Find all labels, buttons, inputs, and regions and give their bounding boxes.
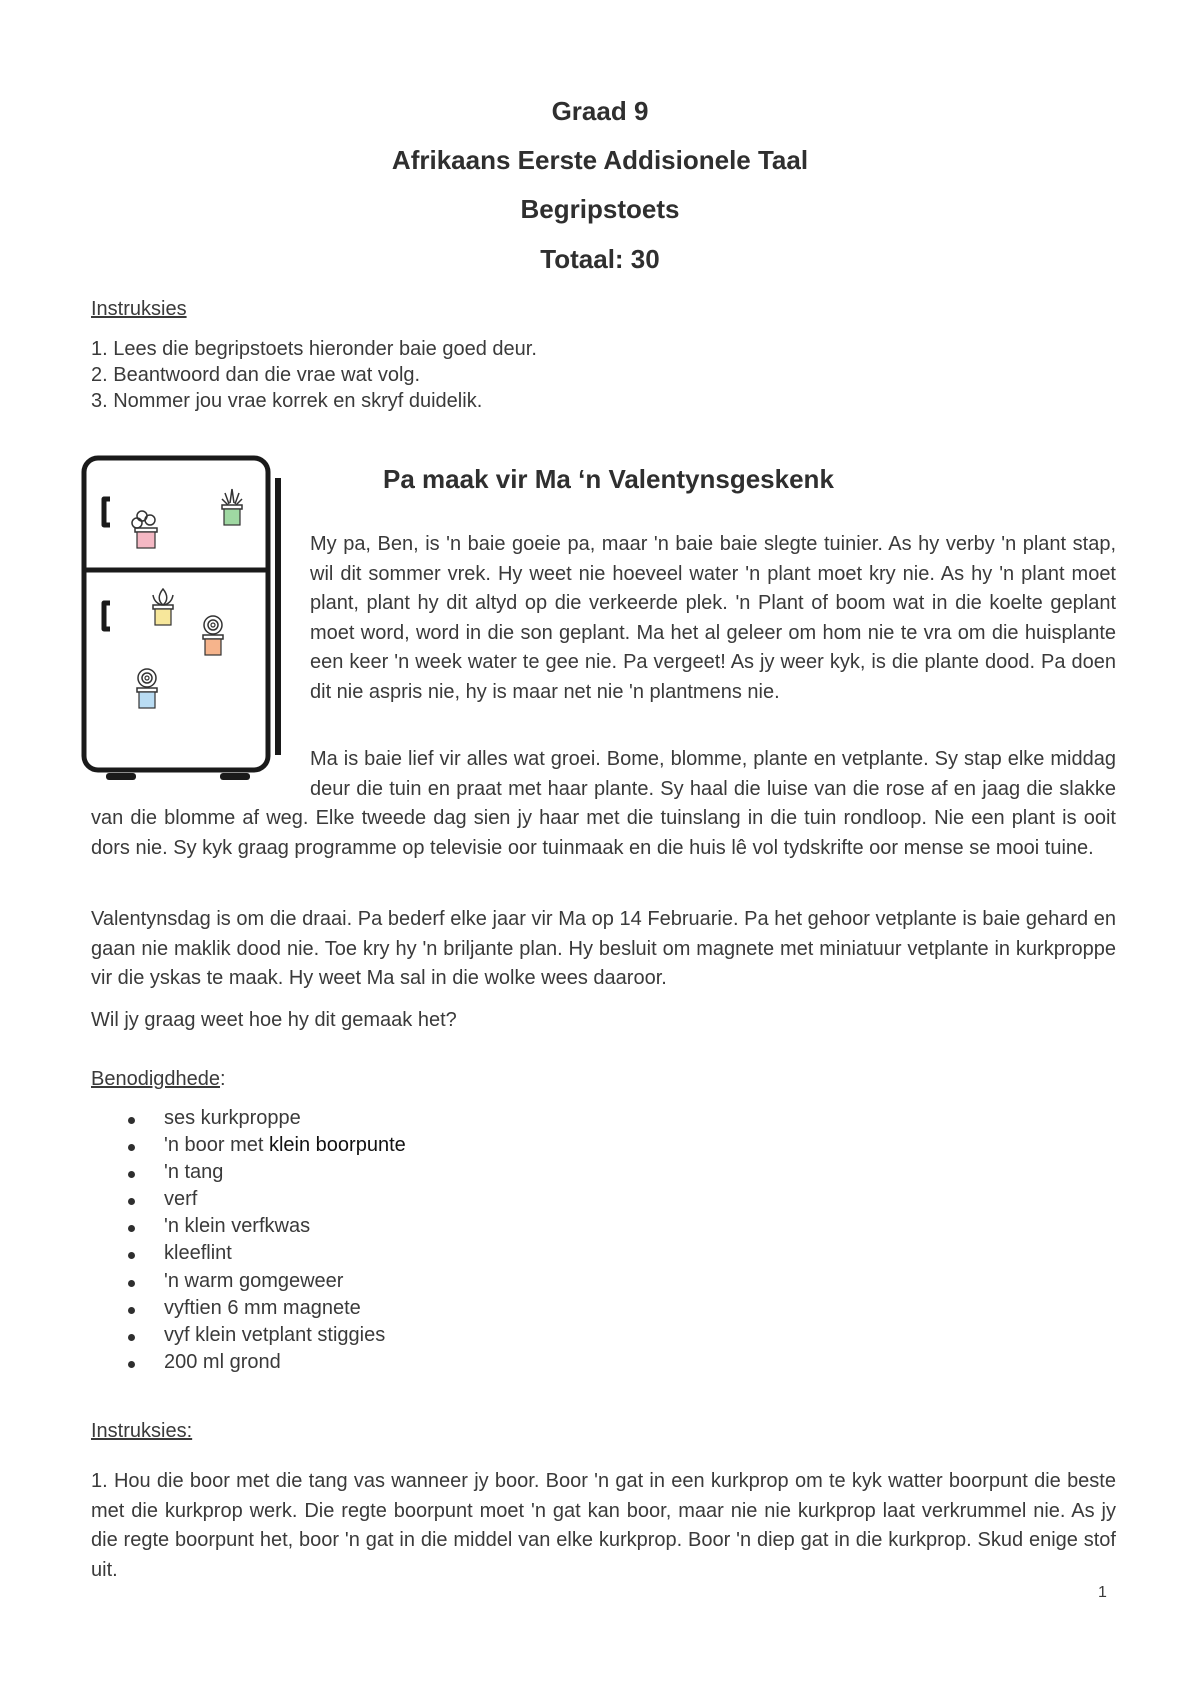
story-paragraph: My pa, Ben, is 'n baie goeie pa, maar 'n baie baie slegte tuinier. As hy verby 'n plant stap, wil dit sommer vrek. Hy weet nie hoeveel water 'n plant moet kry nie. As hy 'n plant moet plant, plant hy dit altyd op die verkeerde plek. 'n Plant of boom wat in die koelte geplant moet word, word in die son geplant. Ma het al geleer om hom nie te vra om die huisplante een keer 'n week water te gee nie. Pa vergeet! As jy weer kyk, is die plante dood. Pa doen dit nie aspris nie, hy is maar net nie 'n plantmens nie. [310, 533, 1116, 703]
story-paragraph: Ma is baie lief vir alles wat groei. Bome, blomme, plante en vetplante. Sy stap elke middag deur die tuin en praat met haar plante. Sy haal die luise van die rose af en jaag die slakke van die blomme af weg. Elke tweede dag sien jy haar met die tuinslang in die tuin rondloop. Nie een plant is ooit dors nie. Sy kyk graag programme op televisie oor tuinmaak en die huis lê vol tydskrifte oor mense se mooi tuine. [91, 748, 1116, 859]
requirements-label: Benodigdhede [91, 1068, 221, 1090]
story-paragraph-wrap [91, 745, 1116, 863]
bullet-icon [128, 1198, 135, 1205]
succulent-magnet-icon [222, 489, 242, 525]
grade-heading: Graad 9 [551, 96, 649, 126]
instruction-item: 2. Beantwoord dan die vrae wat volg. [91, 364, 421, 386]
bullet-icon [128, 1361, 135, 1368]
instruction-item: 1. Lees die begripstoets hieronder baie goed deur. [91, 338, 537, 360]
rosette-magnet-icon [203, 616, 223, 655]
instructions-intro-list [91, 336, 537, 414]
instructions-steps-label: Instruksies: [91, 1420, 193, 1442]
freezer-handle-icon [104, 499, 110, 525]
total-marks-heading: Totaal: 30 [540, 244, 660, 274]
story-question: Wil jy graag weet hoe hy dit gemaak het? [91, 1009, 457, 1031]
story-paragraph: Valentynsdag is om die draai. Pa bederf elke jaar vir Ma op 14 Februarie. Pa het gehoor vetplante is baie gehard en gaan nie maklik dood nie. Toe kry hy 'n briljante plan. Hy besluit om magnete met miniatuur vetplante in kurkproppe vir die yskas te maak. Hy weet Ma sal in die wolke wees daaroor. [91, 908, 1116, 989]
instruction-step: 1. Hou die boor met die tang vas wanneer jy boor. Boor 'n gat in een kurkprop om te kyk watter boorpunt die beste met die kurkprop werk. Die regte boorpunt moet 'n gat kan boor, maar nie nie kurkprop laat verkrummel nie. As jy die regte boorpunt het, boor 'n gat in die middel van elke kurkprop. Boor 'n diep gat in die kurkprop. Skud enige stof uit. [91, 1470, 1116, 1581]
document-page: Graad 9 Afrikaans Eerste Addisionele Taal Begripstoets Totaal: 30 Instruksies 1. Lees die begripstoets hieronder baie goed deur. 2. Beantwoord dan die vrae wat volg. 3. Nommer jou vrae korrek en skryf duidelik. Pa maak vir Ma ‘n Valentynsgeskenk My pa, Ben, is 'n baie goeie pa, maar 'n baie baie slegte tuinier. As hy verby 'n plant stap, wil dit sommer vrek. Hy weet nie hoeveel water 'n plant moet kry nie. As hy 'n plant moet plant, plant hy dit altyd op die verkeerde plek. 'n Plant of boom wat in die koelte geplant moet word, word in die son geplant. Ma het al geleer om hom nie te vra om die huisplante een keer 'n week water te gee nie. Pa vergeet! As jy weer kyk, is die plante dood. Pa doen dit nie aspris nie, hy is maar net nie 'n plantmens nie. Ma is baie lief vir alles wat groei. Bome, blomme, plante en vetplante. Sy stap elke middag deur die tuin en praat met haar plante. Sy haal die luise van die rose af en jaag die slakke van die blomme af weg. Elke tweede dag sien jy haar met die tuinslang in die tuin rondloop. Nie een plant is ooit dors nie. Sy kyk graag programme op televisie oor tuinmaak en die huis lê vol tydskrifte oor mense se mooi tuine. Valentynsdag is om die draai. Pa bederf elke jaar vir Ma op 14 Februarie. Pa het gehoor vetplante is baie gehard en gaan nie maklik dood nie. Toe kry hy 'n briljante plan. Hy besluit om magnete met miniatuur vetplante in kurkproppe vir die yskas te maak. Hy weet Ma sal in die wolke wees daaroor. Wil jy graag weet hoe hy dit gemaak het? Benodigdhede: ses kurkproppe 'n boor met klein boorpunte 'n tang verf 'n klein verfkwas kleeflint 'n warm gomgeweer vyftien 6 mm magnete vyf klein vetplant stiggies 200 ml grond Instruksies: 1. Hou die boor met die tang vas wanneer jy boor. Boor 'n gat in een kurkprop om te kyk watter boorpunt die beste met die kurkprop werk. Die regte boorpunt moet 'n gat kan boor, maar nie nie kurkprop laat verkrummel nie. As jy die regte boorpunt het, boor 'n gat in die middel van elke kurkprop. Boor 'n diep gat in die kurkprop. Skud enige stof uit. 1 [0, 0, 1200, 1696]
bullet-icon [128, 1307, 135, 1314]
test-type-heading: Begripstoets [520, 194, 680, 224]
bullet-icon [128, 1280, 135, 1287]
requirements-label-suffix: : [220, 1068, 226, 1090]
fridge-handle-icon [104, 603, 110, 629]
fridge-wrap-spacer [91, 745, 310, 803]
leafy-magnet-icon [153, 589, 173, 625]
bullet-icon [128, 1171, 135, 1178]
bullet-icon [128, 1225, 135, 1232]
bullet-icon [128, 1252, 135, 1259]
instructions-intro-label: Instruksies [91, 298, 187, 320]
blue-rosette-magnet-icon [137, 669, 157, 708]
instruction-item: 3. Nommer jou vrae korrek en skryf duidelik. [91, 390, 483, 412]
flower-magnet-icon [132, 511, 157, 548]
requirements-heading [91, 1068, 226, 1091]
subject-heading: Afrikaans Eerste Addisionele Taal [391, 145, 809, 175]
bullet-icon [128, 1117, 135, 1124]
page-number: 1 [1098, 1584, 1107, 1601]
story-title: Pa maak vir Ma ‘n Valentynsgeskenk [383, 464, 834, 494]
bullet-icon [128, 1144, 135, 1151]
bullet-icon [128, 1334, 135, 1341]
fridge-illustration [80, 455, 290, 785]
